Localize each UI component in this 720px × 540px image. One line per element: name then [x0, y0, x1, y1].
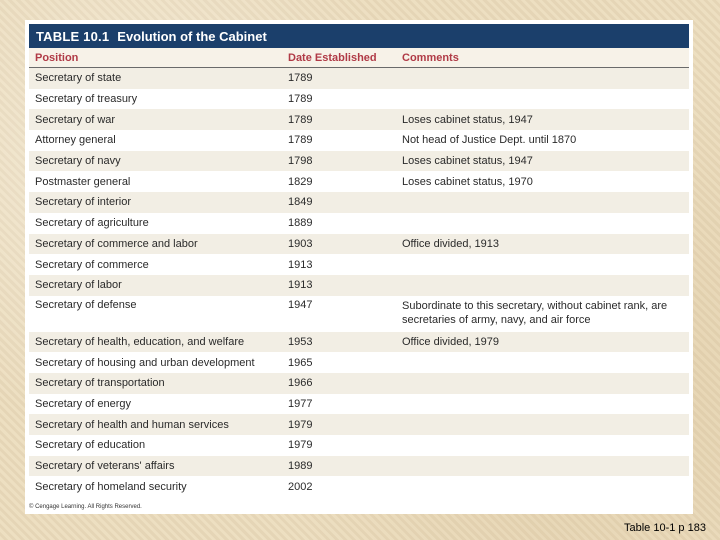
- table-row: [29, 414, 689, 435]
- slide-caption: Table 10-1 p 183: [624, 522, 706, 534]
- table-row: [29, 109, 689, 130]
- cell-date: 1989: [288, 460, 313, 473]
- cell-position: Postmaster general: [35, 175, 131, 188]
- cell-comments: Not head of Justice Dept. until 1870: [402, 134, 577, 147]
- cell-position: Secretary of education: [35, 439, 146, 452]
- table-row: [29, 275, 689, 296]
- cabinet-table: [29, 48, 689, 497]
- cell-date: 1979: [288, 418, 313, 431]
- table-header-row: [29, 48, 689, 68]
- cell-date: 1789: [288, 113, 313, 126]
- header-comments: Comments: [402, 51, 459, 64]
- table-number: TABLE 10.1: [36, 28, 110, 44]
- cell-comments: Office divided, 1979: [402, 335, 500, 348]
- cell-position: Secretary of veterans' affairs: [35, 460, 175, 473]
- table-row: [29, 435, 689, 456]
- cell-position: Secretary of health, education, and welfare: [35, 335, 245, 348]
- cell-date: 1849: [288, 196, 313, 209]
- cell-date: 1789: [288, 72, 313, 85]
- table-card: [25, 20, 693, 514]
- cell-position: Secretary of state: [35, 72, 122, 85]
- header-position: Position: [35, 51, 79, 64]
- cell-date: 1798: [288, 155, 313, 168]
- table-row: [29, 332, 689, 353]
- cell-date: 1913: [288, 279, 313, 292]
- cell-date: 1889: [288, 217, 313, 230]
- table-row: [29, 296, 689, 332]
- table-title-bar: [29, 24, 689, 48]
- cell-date: 1966: [288, 377, 313, 390]
- table-row: [29, 213, 689, 234]
- cell-position: Secretary of housing and urban development: [35, 356, 255, 369]
- table-row: [29, 352, 689, 373]
- cell-position: Secretary of war: [35, 113, 116, 126]
- cell-position: Secretary of transportation: [35, 377, 165, 390]
- table-row: [29, 151, 689, 172]
- cell-date: 1789: [288, 93, 313, 106]
- cell-date: 1829: [288, 175, 313, 188]
- cell-date: 1979: [288, 439, 313, 452]
- cell-position: Secretary of commerce and labor: [35, 237, 198, 250]
- table-row: [29, 68, 689, 89]
- cell-comments: Loses cabinet status, 1947: [402, 155, 533, 168]
- table-row: [29, 130, 689, 151]
- cell-comments: Loses cabinet status, 1970: [402, 175, 533, 188]
- table-row: [29, 456, 689, 477]
- cell-position: Secretary of energy: [35, 397, 131, 410]
- cell-position: Secretary of agriculture: [35, 217, 149, 230]
- cell-position: Secretary of health and human services: [35, 418, 229, 431]
- cell-position: Attorney general: [35, 134, 116, 147]
- cell-position: Secretary of defense: [35, 298, 137, 311]
- table-row: [29, 476, 689, 497]
- cell-position: Secretary of commerce: [35, 258, 149, 271]
- table-title: Evolution of the Cabinet: [117, 28, 267, 44]
- cell-date: 2002: [288, 480, 313, 493]
- cell-position: Secretary of homeland security: [35, 480, 187, 493]
- table-row: [29, 394, 689, 415]
- cell-date: 1913: [288, 258, 313, 271]
- table-row: [29, 373, 689, 394]
- copyright-notice: © Cengage Learning. All Rights Reserved.: [29, 504, 142, 510]
- table-row: [29, 254, 689, 275]
- cell-position: Secretary of interior: [35, 196, 131, 209]
- table-row: [29, 89, 689, 110]
- table-body: [29, 68, 689, 497]
- cell-comments: Loses cabinet status, 1947: [402, 113, 533, 126]
- table-row: [29, 192, 689, 213]
- cell-position: Secretary of labor: [35, 279, 122, 292]
- table-row: [29, 171, 689, 192]
- cell-comments: Subordinate to this secretary, without cabinet rank, are secretaries of army, navy, and air force: [402, 299, 668, 326]
- cell-date: 1953: [288, 335, 313, 348]
- table-row: [29, 234, 689, 255]
- cell-date: 1977: [288, 397, 313, 410]
- cell-position: Secretary of treasury: [35, 93, 138, 106]
- cell-date: 1947: [288, 298, 313, 311]
- cell-date: 1903: [288, 237, 313, 250]
- header-date: Date Established: [288, 51, 377, 64]
- cell-date: 1965: [288, 356, 313, 369]
- cell-position: Secretary of navy: [35, 155, 121, 168]
- cell-comments: Office divided, 1913: [402, 237, 500, 250]
- cell-date: 1789: [288, 134, 313, 147]
